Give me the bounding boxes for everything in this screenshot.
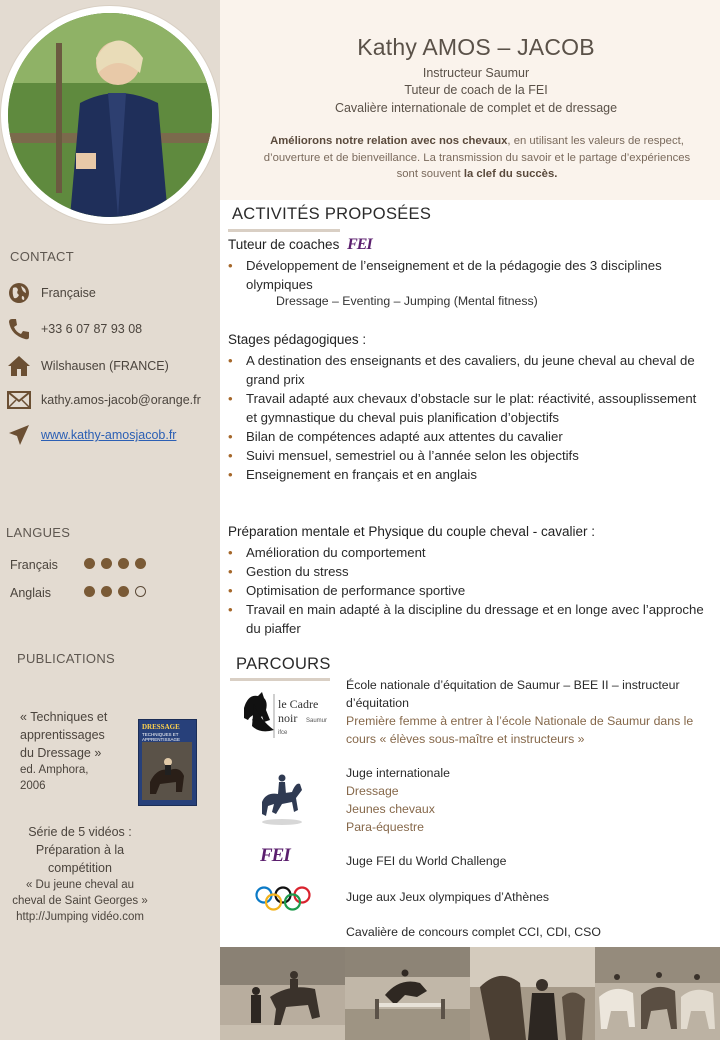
activities-title: ACTIVITÉS PROPOSÉES (232, 205, 432, 223)
contact-nationality (6, 281, 96, 305)
nationality-text: Française (41, 286, 96, 300)
bullet-item: • Bilan de compétences adapté aux attentes du cavalier (228, 427, 708, 446)
parcours-line: École nationale d’équitation de Saumur – BEE II – instructeur d’équitation (346, 678, 680, 710)
contact-location (6, 354, 169, 378)
video-line: cheval de Saint Georges » (12, 895, 148, 907)
profile-photo (8, 13, 212, 217)
video-line: compétition (48, 861, 112, 875)
tutor-disciplines: Dressage – Eventing – Jumping (Mental fitness) (276, 294, 538, 308)
bullet-item: • Travail adapté aux chevaux d’obstacle sur le plat: réactivité, assouplissement et gymnastique du cheval puis planification d’objectifs (228, 389, 708, 427)
judge-discipline: Jeunes chevaux (346, 802, 435, 816)
fei-logo: FEI (347, 236, 372, 253)
intro-bold-start: Améliorons notre relation avec nos chevaux (270, 135, 508, 147)
cadre-logo-text: noir (278, 711, 298, 725)
book-line: ed. Amphora, (20, 764, 89, 776)
contact-email (6, 388, 201, 412)
stages-bullets (228, 351, 708, 484)
bullet-item: • Optimisation de performance sportive (228, 581, 708, 600)
phone-text[interactable]: +33 6 07 87 93 08 (41, 322, 143, 336)
language-level-dots (84, 586, 152, 600)
intro-text (256, 133, 698, 183)
person-name: Kathy AMOS – JACOB (357, 34, 595, 60)
judge-discipline: Para-équestre (346, 820, 424, 834)
language-name: Français (10, 558, 58, 572)
parcours-judge (346, 764, 714, 836)
prep-bullets (228, 543, 708, 638)
languages-heading: LANGUES (6, 525, 71, 540)
intro-bold-end: la clef du succès. (463, 168, 558, 180)
location-text: Wilshausen (FRANCE) (41, 359, 169, 373)
language-name: Anglais (10, 586, 51, 600)
photo-training (220, 947, 345, 1040)
bullet-item: • Travail en main adapté à la discipline du dressage et en longe avec l’approche du piaffer (228, 600, 708, 638)
parcours-fei-judge: Juge FEI du World Challenge (346, 854, 507, 868)
video-line: « Du jeune cheval au (25, 879, 135, 891)
cadre-logo-text: le Cadre (278, 697, 319, 711)
bullet-item: • A destination des enseignants et des cavaliers, du jeune cheval au cheval de grand prix (228, 351, 708, 389)
book-description (20, 708, 132, 794)
photo-group (595, 947, 720, 1040)
tutor-bullets (228, 256, 708, 294)
home-icon (6, 354, 32, 378)
cadre-logo-text: Saumur (306, 718, 328, 724)
publications-heading: PUBLICATIONS (17, 651, 115, 666)
cadre-logo-text: ifce (278, 730, 288, 736)
book-cover-photo (142, 742, 192, 800)
parcours-highlight: Première femme à entrer à l’école Nationale de Saumur dans le cours « élèves sous-maître et instructeurs » (346, 714, 694, 746)
contact-heading: CONTACT (10, 249, 74, 264)
video-description (0, 823, 160, 925)
website-link[interactable]: www.kathy-amosjacob.fr (41, 428, 177, 442)
language-french (10, 558, 152, 572)
parcours-saumur (346, 676, 714, 748)
globe-icon (6, 281, 32, 305)
video-line: Préparation à la (35, 843, 125, 857)
book-cover-subtitle: TECHNIQUES ET APPRENTISSAGE (142, 732, 181, 742)
bullet-item: • Suivi mensuel, semestriel ou à l’année selon les objectifs (228, 446, 708, 465)
parcours-line: Juge internationale (346, 766, 450, 780)
send-arrow-icon (6, 423, 32, 447)
book-line: apprentissages (20, 728, 105, 742)
book-cover (138, 719, 197, 806)
envelope-icon (6, 388, 32, 412)
dressage-horse-icon (256, 768, 306, 826)
book-cover-title: DRESSAGE (142, 723, 180, 731)
video-link[interactable]: http://Jumping vidéo.com (16, 911, 144, 923)
phone-icon (6, 317, 32, 341)
role-instructor: Instructeur Saumur (422, 66, 530, 80)
language-english (10, 586, 152, 600)
tutor-label: Tuteur de coaches (228, 237, 340, 252)
bullet-item: • Développement de l’enseignement et de la pédagogie des 3 disciplines olympiques (228, 256, 708, 294)
book-line: 2006 (20, 780, 46, 792)
photo-jumping (345, 947, 470, 1040)
prep-heading: Préparation mentale et Physique du couple cheval - cavalier : (228, 524, 595, 539)
olympic-rings-icon (254, 885, 312, 911)
bullet-item: • Enseignement en français et en anglais (228, 465, 708, 484)
title-underline (230, 678, 330, 681)
judge-discipline: Dressage (346, 784, 399, 798)
profile-photo-frame (1, 6, 219, 224)
bullet-item: • Amélioration du comportement (228, 543, 708, 562)
intro-body: , en utilisant les valeurs de respect, d’ouverture et de bienveillance. La transmission du savoir et le partage d’expériences sont souvent (263, 135, 691, 180)
tutor-heading (228, 236, 372, 254)
email-text[interactable]: kathy.amos-jacob@orange.fr (41, 393, 201, 407)
book-line: du Dressage » (20, 746, 102, 760)
fei-logo: FEI (260, 845, 290, 866)
parcours-rider: Cavalière de concours complet CCI, CDI, CSO (346, 925, 601, 939)
contact-phone (6, 317, 142, 341)
photo-strip (220, 947, 720, 1040)
language-level-dots (84, 558, 152, 572)
cadre-noir-logo (238, 690, 334, 742)
role-coach: Tuteur de coach de la FEI (404, 83, 548, 97)
book-line: « Techniques et (20, 710, 108, 724)
contact-website (6, 423, 176, 447)
video-line: Série de 5 vidéos : (28, 825, 132, 839)
bullet-item: • Gestion du stress (228, 562, 708, 581)
photo-horse-care (470, 947, 595, 1040)
stages-heading: Stages pédagogiques : (228, 332, 367, 347)
role-rider: Cavalière internationale de complet et de dressage (334, 101, 618, 115)
title-underline (228, 229, 340, 232)
parcours-athens: Juge aux Jeux olympiques d’Athènes (346, 890, 550, 904)
parcours-title: PARCOURS (236, 655, 331, 673)
